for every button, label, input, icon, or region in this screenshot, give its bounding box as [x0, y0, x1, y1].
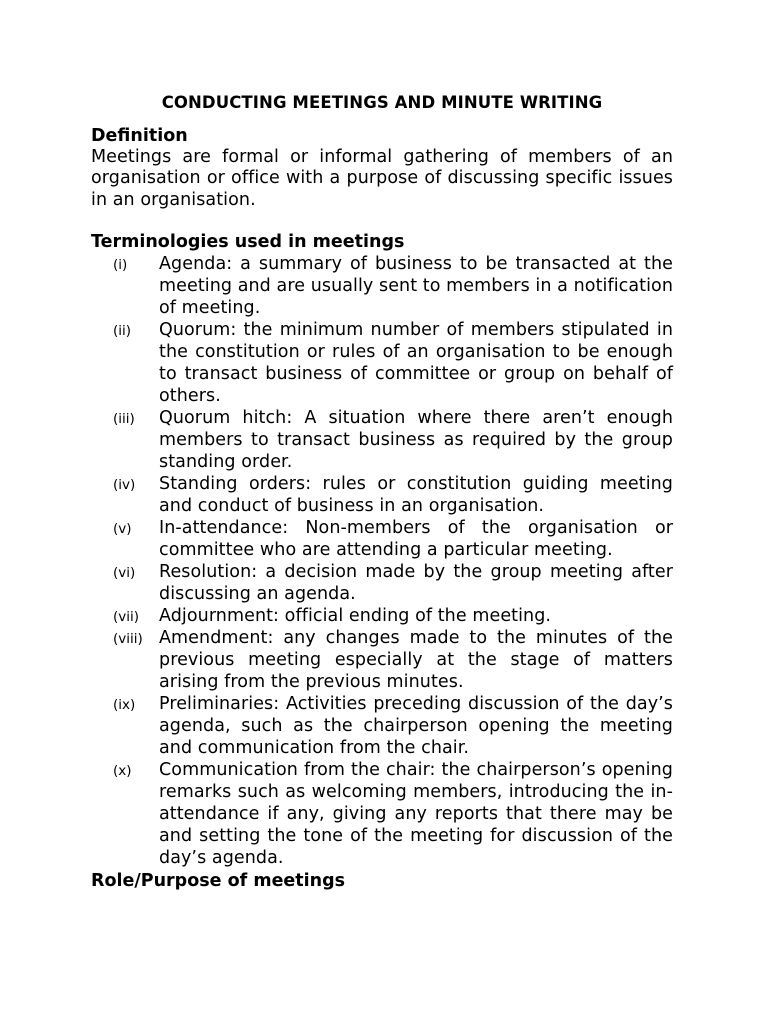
- definition-heading: Definition: [91, 126, 188, 146]
- term-text: Preliminaries: Activities preceding discussion of the day’s agenda, such as the chairperson opening the meeting and communication from the chair.: [159, 694, 673, 759]
- term-item-resolution: [91, 561, 673, 605]
- term-text: Standing orders: rules or constitution guiding meeting and conduct of business in an organisation.: [159, 474, 673, 517]
- term-text: In-attendance: Non-members of the organisation or committee who are attending a particular meeting.: [159, 518, 673, 561]
- term-number: (i): [113, 257, 128, 274]
- term-text: Agenda: a summary of business to be transacted at the meeting and are usually sent to members in a notification of meeting.: [159, 254, 673, 319]
- term-text: Communication from the chair: the chairperson’s opening remarks such as welcoming members, introducing the in-attendance if any, giving any reports that there may be and setting the tone of the meeting for discussion of the day’s agenda.: [159, 760, 673, 869]
- term-number: (ix): [113, 697, 136, 714]
- term-text: Quorum: the minimum number of members stipulated in the constitution or rules of an organisation to be enough to transact business of committee or group on behalf of others.: [159, 320, 673, 407]
- term-number: (x): [113, 763, 132, 780]
- term-text: Resolution: a decision made by the group meeting after discussing an agenda.: [159, 562, 673, 605]
- term-number: (vi): [113, 565, 136, 582]
- document-title: CONDUCTING MEETINGS AND MINUTE WRITING: [161, 93, 603, 112]
- term-item-adjournment: [91, 605, 673, 627]
- term-number: (ii): [113, 323, 132, 340]
- term-text: Adjournment: official ending of the meeting.: [159, 606, 552, 627]
- term-item-preliminaries: [91, 693, 673, 759]
- definition-text: Meetings are formal or informal gathering of members of an organisation or office with a purpose of discussing specific issues in an organisation.: [91, 147, 673, 210]
- term-item-standing-orders: [91, 473, 673, 517]
- term-number: (vii): [113, 609, 140, 626]
- term-text: Quorum hitch: A situation where there aren’t enough members to transact business as required by the group standing order.: [159, 408, 673, 473]
- term-number: (iii): [113, 411, 135, 428]
- term-item-agenda: [91, 253, 673, 319]
- term-number: (iv): [113, 477, 136, 494]
- term-item-amendment: [91, 627, 673, 693]
- term-item-communication-from-chair: [91, 759, 673, 869]
- term-text: Amendment: any changes made to the minutes of the previous meeting especially at the stage of matters arising from the previous minutes.: [159, 628, 673, 693]
- document-body: [91, 92, 673, 892]
- role-purpose-heading: Role/Purpose of meetings: [91, 871, 346, 892]
- term-item-quorum-hitch: [91, 407, 673, 473]
- term-number: (viii): [113, 631, 143, 648]
- terminologies-heading: Terminologies used in meetings: [91, 232, 405, 253]
- term-item-in-attendance: [91, 517, 673, 561]
- terminologies-list: [91, 253, 673, 869]
- term-number: (v): [113, 521, 132, 538]
- term-item-quorum: [91, 319, 673, 407]
